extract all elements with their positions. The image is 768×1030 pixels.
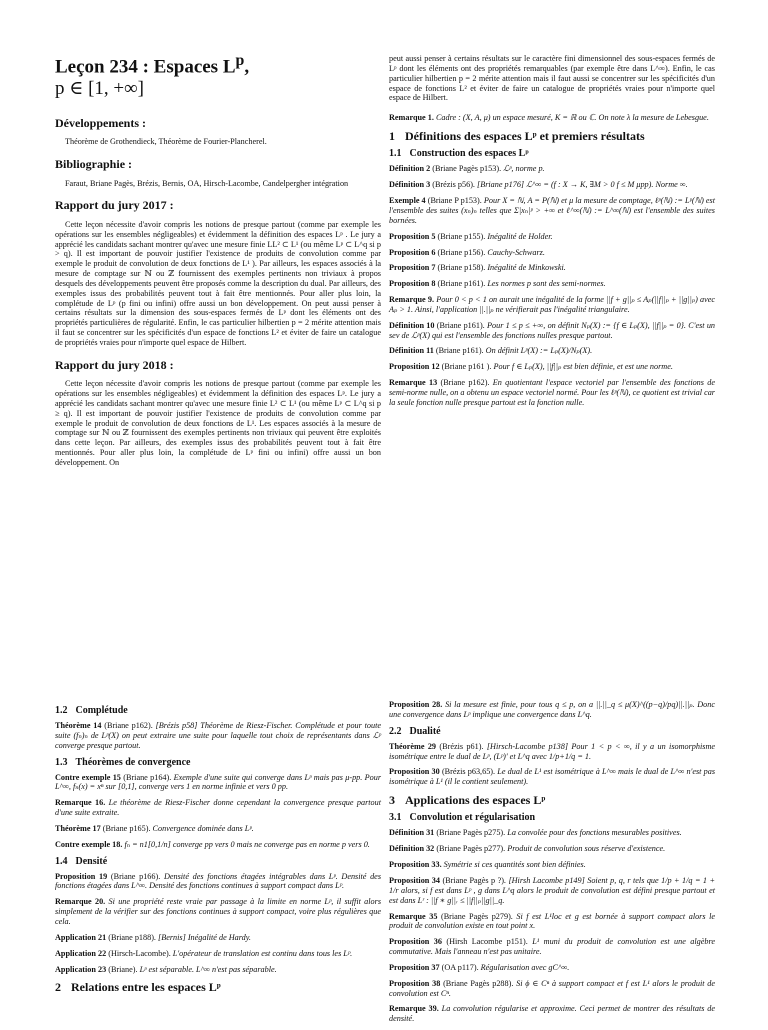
item-source: (Briane p161). [435, 346, 484, 356]
subsection-number: 3.1 [389, 812, 402, 824]
bibliographie-heading: Bibliographie : [55, 157, 133, 172]
item-text: La convolution régularise et approxime. Ceci permet de montrer des résultats de densité. [389, 1004, 715, 1024]
item-label: Contre exemple 18. [55, 839, 123, 849]
list-item [389, 321, 715, 341]
item-label: Proposition 37 [389, 962, 440, 972]
item-source: (Briane Pagès p277). [436, 844, 506, 854]
item-label: Remarque 20. [55, 897, 106, 907]
item-source: (Briane Pagès p275). [436, 828, 506, 838]
item-source: (Briane Pagès p288). [443, 978, 514, 988]
item-text: Convergence dominée dans Lᵖ. [152, 823, 254, 833]
item-text: ℒᵖ, norme p. [503, 164, 545, 174]
item-source: (Briane). [108, 964, 138, 974]
list-item [389, 700, 715, 720]
list-item [389, 742, 715, 762]
list-item [389, 912, 715, 932]
item-source: (Briane P p153). [427, 196, 482, 206]
item-text: Régularisation avec gC^∞. [480, 962, 570, 972]
item-source: (Briane Pagès p ?). [442, 875, 506, 885]
item-text: Symétrie si ces quantités sont bien définies. [443, 860, 586, 870]
list-item [55, 872, 381, 892]
item-label: Proposition 28. [389, 700, 443, 709]
column-bottom-right [389, 700, 715, 1030]
item-label: Remarque 13 [389, 378, 438, 388]
item-text: Inégalité de Holder. [487, 231, 553, 241]
item-source: (Briane Pagès p153). [432, 164, 502, 174]
column-bottom-left [55, 700, 381, 1000]
item-label: Remarque 9. [389, 295, 435, 305]
list-item [389, 937, 715, 957]
item-label: Proposition 7 [389, 263, 436, 273]
list-item [55, 798, 381, 818]
item-label: Définition 11 [389, 346, 434, 356]
subsection-number: 1.2 [55, 705, 68, 716]
item-label: Définition 31 [389, 828, 435, 838]
remarque-1 [389, 113, 715, 123]
item-label: Théorème 14 [55, 721, 102, 730]
item-label: Remarque 39. [389, 1004, 439, 1014]
item-text: [Hirsh Lacombe p149] Soient p, q, r tels que 1/p + 1/q = 1 + 1/r alors, si f est dans Lᵖ , g dans L^q alors le produit de convolution est défini presque partout et est dans Lʳ : ||f ∗ g||ᵣ ≤ ||f||ₚ||g||_q. [389, 875, 716, 905]
item-label: Application 23 [55, 964, 107, 974]
column-top-left [55, 52, 381, 478]
rapport-2018-heading: Rapport du jury 2018 : [55, 357, 174, 372]
item-label: Proposition 38 [389, 978, 441, 988]
subsection-title: Densité [75, 855, 108, 867]
item-text: Cauchy-Schwarz. [487, 247, 545, 257]
item-text: Produit de convolution sous réserve d'existence. [507, 844, 666, 854]
lesson-title: Leçon 234 : Espaces $L^p$, p ∈ [1, +∞] [55, 52, 250, 100]
developpements-heading: Développements : [55, 116, 146, 131]
list-item [389, 876, 715, 906]
section-title: Applications des espaces Lᵖ [405, 793, 546, 808]
subsection-2-2-heading [389, 726, 715, 738]
list-item [389, 828, 715, 838]
list-item [389, 1004, 715, 1024]
item-text: Exemple d'une suite qui converge dans Lᵖ mais pas μ-pp. Pour L^∞, fₙ(x) = xⁿ sur [0,1], converge vers 1 en norme infinie et vers 0 pp. [55, 772, 382, 792]
item-text: [Hirsch-Lacombe p138] Pour 1 < p < ∞, il y a un isomorphisme isométrique entre le dual de Lᵖ, (Lᵖ)' et L^q avec 1/p+1/q = 1. [389, 741, 716, 761]
item-source: (Brézis p56). [432, 180, 475, 190]
list-item [389, 196, 715, 226]
list-item [389, 346, 715, 356]
item-text: L¹ muni du produit de convolution est une algèbre commutative. Mais l'anneau n'est pas unitaire. [389, 937, 716, 957]
item-text: On définit Lᵖ(X) := Lₚ(X)/Nₚ(X). [485, 346, 593, 356]
subsection-title: Théorèmes de convergence [75, 756, 191, 768]
item-label: Définition 3 [389, 180, 431, 190]
item-label: Théorème 17 [55, 823, 101, 833]
item-text: Si une propriété reste vraie par passage à la limite en norme Lᵖ, il suffit alors simplement de la vérifier sur des fonctions continues à support compact, voire plus régulières que cela. [55, 897, 382, 926]
subsection-number: 2.2 [389, 725, 402, 737]
item-text: Pour X = ℕ, A = P(ℕ) et μ la mesure de comptage, ℓᵖ(ℕ) := Lᵖ(ℕ) est l'ensemble des suites (xₙ)ₙ telles que Σ|xₙ|ᵖ > +∞ et ℓ^∞(ℕ) := L^∞(ℕ) est l'ensemble des suites bornées. [389, 196, 716, 225]
list-item [55, 824, 381, 834]
section-title: Relations entre les espaces Lᵖ [71, 980, 221, 995]
subsection-1-3-heading [55, 757, 381, 769]
item-label: Proposition 33. [389, 860, 442, 870]
subsection-title: Construction des espaces Lᵖ [409, 148, 529, 160]
section-title: Définitions des espaces Lᵖ et premiers résultats [405, 129, 645, 144]
section-number: 3 [389, 793, 395, 808]
item-text: Densité des fonctions étagées intégrables dans Lᵖ. Densité des fonctions étagées dans L^∞. Densité des fonctions continues à support compact dans Lᵖ. [55, 871, 382, 891]
subsection-title: Complétude [75, 705, 128, 716]
item-text: Si ϕ ∈ Cⁿ à support compact et f est L¹ alors le produit de convolution est Cⁿ. [389, 978, 716, 998]
list-item [389, 362, 715, 372]
item-source: (Briane p165). [102, 823, 151, 833]
list-item [389, 979, 715, 999]
item-label: Définition 10 [389, 320, 435, 330]
item-label: Proposition 6 [389, 247, 436, 257]
item-source: (Brézis p61). [439, 741, 484, 751]
item-source: (Briane Pagès p279). [440, 911, 513, 921]
item-label: Définition 2 [389, 164, 431, 174]
column-top-right [389, 54, 715, 414]
subsection-1-4-heading [55, 856, 381, 868]
item-label: Contre exemple 15 [55, 772, 121, 782]
item-text: Cadre : (X, A, μ) un espace mesuré, K = ℝ ou ℂ. On note λ la mesure de Lebesgue. [435, 113, 709, 123]
subsection-title: Convolution et régularisation [409, 812, 536, 824]
list-item [389, 378, 715, 408]
list-item [389, 180, 715, 190]
items-1-1 [389, 164, 715, 407]
subsection-1-2-heading [55, 705, 381, 717]
list-item [55, 721, 381, 751]
item-source: (Briane p161). [436, 320, 485, 330]
item-source: (Briane p156). [437, 247, 486, 257]
rapport-2017-text: Cette leçon nécessite d'avoir compris les notions de presque partout (comme par exemple les opérations sur les ensembles négligeables) et évidemment la définition des espaces Lᵖ . Le jury a apprécié les candidats sachant montrer qu'avec une mesure finie LL² ⊂ L¹ (ou même Lᵖ ⊂ L^q si p > q). Il est important de pouvoir justifier l'existence de produits de convolution comme par exemple le produit de convolution de deux fonctions de L¹ ). Par ailleurs, les espaces associés à la mesure de comptage sur ℕ ou ℤ fournissent des exemples pertinents non triviaux à propos desquels des développements peuvent être proposés comme la description du dual. Par ailleurs, des exemples issus des probabilités peuvent tout à fait être mentionnés. Pour aller plus loin, la complétude de Lᵖ (p fini ou infini) offre aussi un bon développement. On peut aussi penser à certains résultats sur la dimension des sous-espaces fermés de Lᵖ dont les éléments ont des propriétés particulières de régularité. Enfin, le cas particulier hilbertien p = 2 mérite attention mais il faut se concentrer sur les spécificités d'un espace de fonctions L² et éviter de faire un catalogue de propriétés vraies pour n'importe quel espace de Hilbert. [55, 219, 381, 347]
item-label: Proposition 12 [389, 362, 440, 372]
list-item [389, 860, 715, 870]
rapport-2017-heading: Rapport du jury 2017 : [55, 198, 174, 213]
list-item [389, 263, 715, 273]
item-source: (Hirsch-Lacombe). [108, 948, 171, 958]
list-item [55, 965, 381, 975]
section-3-heading [389, 793, 715, 807]
item-label: Proposition 5 [389, 231, 436, 241]
item-source: (Briane p162). [440, 378, 490, 388]
item-source: (Briane p164). [123, 772, 172, 782]
rapport-2018-text: Cette leçon nécessite d'avoir compris les notions de presque partout (comme par exemple les opérations sur les ensembles négligeables) et évidemment la définition des espaces Lᵖ. Le jury a apprécié les candidats sachant montrer qu'avec une mesure finie L² ⊂ L¹ (ou même Lᵖ ⊂ L^q si p ≥ q). Il est important de pouvoir justifier l'existence de produits de convolution comme par exemple le produit de convolution de deux fonctions de L¹. Les espaces associés à la mesure de comptage sur ℕ ou ℤ fournissent des exemples pertinents non triviaux qui peuvent être exploités dans cette leçon. Par ailleurs, des exemples issus des probabilités peuvent tout à fait être mentionnés. Pour aller plus loin, la complétude de Lᵖ fini ou infini) offre aussi un bon développement. On [55, 379, 381, 467]
list-item [55, 949, 381, 959]
subsection-title: Dualité [409, 725, 441, 737]
subsection-number: 1.1 [389, 148, 402, 160]
item-text: Pour f ∈ Lₚ(X), ||f||ₚ est bien définie, et est une norme. [493, 362, 673, 372]
list-item [389, 844, 715, 854]
item-label: Remarque 35 [389, 911, 438, 921]
title-line2: p ∈ [1, +∞] [55, 78, 144, 100]
subsection-number: 1.4 [55, 855, 68, 867]
list-item [55, 840, 381, 850]
item-source: (Briane p162). [104, 721, 153, 730]
title-sup: p [235, 52, 245, 69]
item-label: Proposition 8 [389, 279, 436, 289]
item-text: Le théorème de Riesz-Fischer donne cependant la convergence presque partout d'une suite extraite. [55, 798, 381, 818]
subsection-3-1-heading [389, 812, 715, 824]
rapport-2018-continued: peut aussi penser à certains résultats sur le caractère fini dimensionnel des sous-espaces fermés de Lᵖ dont les éléments ont des propriétés remarquables (par exemple être dans L^∞). Enfin, le cas particulier hilbertien p = 2 mérite attention mais il faut aussi se concentrer sur les spécificités d'un espace de fonctions L² et éviter de faire un catalogue de propriétés vraies pour n'importe quel espace de Hilbert. [389, 54, 715, 103]
item-label: Proposition 36 [389, 937, 442, 947]
subsection-number: 1.3 [55, 756, 68, 768]
item-source: (Brézis p63,65). [441, 767, 496, 777]
item-source: (Briane p161). [437, 279, 486, 289]
item-text: La convolée pour des fonctions mesurables positives. [507, 828, 682, 838]
list-item [389, 248, 715, 258]
item-source: (Hirsh Lacombe p151). [446, 937, 528, 947]
list-item [389, 767, 715, 787]
title-line1: Leçon 234 : Espaces L [55, 56, 236, 78]
list-item [55, 773, 381, 793]
item-source: (Briane p161 ). [441, 362, 492, 372]
bibliographie-text: Faraut, Briane Pagès, Brézis, Bernis, OA, Hirsch-Lacombe, Candelpergher intégration [65, 178, 349, 188]
list-item [389, 295, 715, 315]
item-text: Les normes p sont des semi-normes. [487, 279, 606, 289]
item-text: Si f est L¹loc et g est bornée à support compact alors le produit de convolution existe en tout point x. [389, 911, 715, 931]
list-item [389, 232, 715, 242]
item-label: Proposition 19 [55, 871, 108, 881]
item-text: Pour 0 < p < 1 on aurait une inégalité de la forme ||f + g||ₚ ≤ Aₚ(||f||ₚ + ||g||ₚ) avec Aₚ > 1. Ainsi, l'application ||.||ₚ ne vérifierait pas l'inégalité triangulaire. [389, 295, 715, 314]
item-source: (Briane p158). [437, 263, 486, 273]
list-item [55, 897, 381, 927]
item-label: Remarque 1. [389, 113, 434, 123]
item-text: Pour 1 ≤ p ≤ +∞, on définit Nₚ(X) := {f ∈ Lₚ(X), ||f||ₚ = 0}. C'est un sev de ℒᵖ(X) qui est l'ensemble des fonctions nulles presque partout. [389, 320, 716, 340]
list-item [389, 164, 715, 174]
item-label: Proposition 30 [389, 767, 440, 777]
section-number: 1 [389, 129, 395, 144]
item-source: (OA p117). [441, 962, 479, 972]
item-text: En quotientant l'espace vectoriel par l'ensemble des fonctions de semi-norme nulle, on a obtenu un espace vectoriel normé. Pour les ℓᵖ(ℕ), ce quotient est trivial car la seule fonction nulle presque partout est la fonction nulle. [389, 378, 715, 407]
item-text: fₙ = n1[0,1/n] converge pp vers 0 mais ne converge pas en norme p vers 0. [124, 839, 370, 849]
item-label: Application 22 [55, 948, 107, 958]
item-text: Inégalité de Minkowski. [487, 263, 566, 273]
item-source: (Briane p155). [437, 231, 486, 241]
item-text: Le dual de L¹ est isométrique à L^∞ mais le dual de L^∞ n'est pas isométrique à L¹ (il le contient seulement). [389, 767, 716, 787]
item-label: Théorème 29 [389, 741, 437, 751]
item-source: (Briane p166). [110, 871, 161, 881]
section-2-heading [55, 980, 381, 994]
list-item [389, 963, 715, 973]
item-text: L'opérateur de translation est continu dans tous les Lᵖ. [172, 948, 353, 958]
item-text: [Bernis] Inégalité de Hardy. [158, 932, 251, 942]
section-1-heading [389, 129, 715, 143]
item-label: Proposition 34 [389, 875, 440, 885]
item-text: [Briane p176] ℒ^∞ = (f : X → K, ∃M > 0 f ≤ M μpp). Norme ∞. [477, 180, 688, 190]
item-label: Application 21 [55, 932, 107, 942]
subsection-1-1-heading [389, 148, 715, 160]
list-item [389, 279, 715, 289]
item-label: Remarque 16. [55, 798, 106, 808]
item-text: Si la mesure est finie, pour tous q ≤ p, on a ||.||_q ≤ μ(X)^((p−q)/pq)||.||ₚ. Donc une convergence dans Lᵖ implique une convergence dans L^q. [389, 700, 715, 719]
item-text: [Brézis p58] Théorème de Riesz-Fischer. Complétude et pour toute suite (fₙ)ₙ de Lᵖ(X) on peut extraire une suite pour laquelle tout choix de représentants dans ℒᵖ converge presque partout. [55, 721, 381, 750]
item-text: Lᵖ est séparable. L^∞ n'est pas séparable. [139, 964, 277, 974]
item-label: Définition 32 [389, 844, 435, 854]
developpements-text: Théorème de Grothendieck, Théorème de Fourier-Plancherel. [65, 137, 267, 147]
section-number: 2 [55, 980, 61, 995]
list-item [55, 933, 381, 943]
item-label: Exemple 4 [389, 196, 426, 206]
item-source: (Briane p188). [108, 932, 156, 942]
